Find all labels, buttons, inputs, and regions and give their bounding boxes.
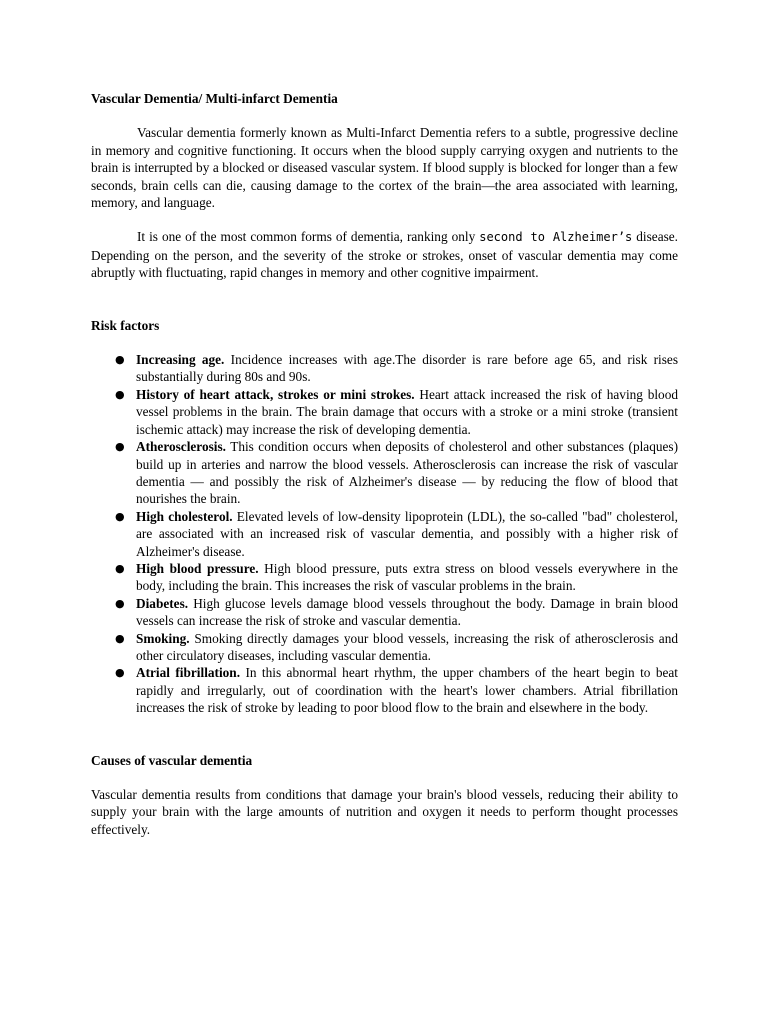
second-paragraph-mono-run: second to Alzheimer’s bbox=[479, 230, 633, 245]
list-item-term: High blood pressure. bbox=[136, 560, 259, 576]
list-item bbox=[91, 438, 678, 508]
second-paragraph bbox=[91, 228, 678, 281]
list-item-text: Heart attack increased the risk of having blood vessel problems in the brain. The brain damage that occurs with a stroke or a mini stroke (transient ischemic attack) may increase the risk of developing dementia. bbox=[136, 386, 679, 437]
list-item-term: Increasing age. bbox=[136, 352, 225, 368]
bullet-icon: ● bbox=[115, 440, 125, 454]
bullet-icon: ● bbox=[115, 596, 125, 610]
list-item-text: High glucose levels damage blood vessels throughout the body. Damage in brain blood vessels can increase the risk of stroke and vascular dementia. bbox=[136, 595, 678, 629]
list-item-term: Diabetes. bbox=[136, 595, 189, 611]
list-item bbox=[91, 560, 678, 595]
second-paragraph-end: disease. Depending on the person, and the severity of the stroke or strokes, onset of vascular dementia may come abruptly with fluctuating, rapid changes in memory and other cognitive impairment. bbox=[91, 229, 679, 281]
list-item-term: Atrial fibrillation. bbox=[136, 665, 241, 681]
risk-factors-list bbox=[91, 351, 678, 717]
list-item-text: Elevated levels of low-density lipoprotein (LDL), the so-called "bad" cholesterol, are associated with an increased risk of vascular dementia, and possibly with a higher risk of Alzheimer's disease. bbox=[136, 508, 678, 559]
causes-heading: Causes of vascular dementia bbox=[91, 752, 253, 768]
document-page bbox=[91, 90, 678, 838]
list-item-term: History of heart attack, strokes or mini strokes. bbox=[136, 386, 415, 402]
bullet-icon: ● bbox=[115, 509, 125, 523]
list-item-text: Smoking directly damages your blood vessels, increasing the risk of atherosclerosis and other circulatory diseases, including vascular dementia. bbox=[136, 630, 678, 663]
list-item bbox=[91, 630, 678, 665]
list-item-term: Atherosclerosis. bbox=[136, 439, 226, 455]
document-title: Vascular Dementia/ Multi-infarct Dementia bbox=[91, 91, 338, 106]
list-item-text: Incidence increases with age.The disorder is rare before age 65, and risk rises substantially during 80s and 90s. bbox=[136, 352, 678, 385]
list-item-text: In this abnormal heart rhythm, the upper chambers of the heart begin to beat rapidly and irregularly, out of coordination with the heart's lower chambers. Atrial fibrillation increases the risk of stroke by leading to poor blood flow to the brain and elsewhere in the body. bbox=[136, 665, 678, 716]
list-item bbox=[91, 664, 678, 716]
bullet-icon: ● bbox=[115, 631, 125, 645]
bullet-icon: ● bbox=[115, 561, 125, 575]
intro-paragraph: Vascular dementia formerly known as Multi-Infarct Dementia refers to a subtle, progressive decline in memory and cognitive functioning. It occurs when the blood supply carrying oxygen and nutrients to the brain is interrupted by a blocked or diseased vascular system. If blood supply is blocked for longer than a few seconds, brain cells can die, causing damage to the cortex of the brain—the area associated with learning, memory, and language. bbox=[91, 125, 678, 211]
list-item bbox=[91, 386, 678, 438]
list-item bbox=[91, 351, 678, 386]
list-item bbox=[91, 508, 678, 560]
bullet-icon: ● bbox=[115, 387, 125, 401]
list-item-term: High cholesterol. bbox=[136, 508, 233, 524]
bullet-icon: ● bbox=[115, 666, 125, 680]
list-item-text: This condition occurs when deposits of cholesterol and other substances (plaques) build up in arteries and narrow the blood vessels. Atherosclerosis can increase the risk of vascular dementia — and possibly the risk of Alzheimer's disease — by reducing the flow of blood that nourishes the brain. bbox=[136, 439, 678, 507]
list-item-text: High blood pressure, puts extra stress on blood vessels everywhere in the body, including the brain. This increases the risk of vascular problems in the brain. bbox=[136, 560, 679, 594]
second-paragraph-start: It is one of the most common forms of dementia, ranking only bbox=[137, 229, 480, 245]
risk-factors-heading: Risk factors bbox=[91, 317, 160, 333]
bullet-icon: ● bbox=[115, 353, 125, 367]
list-item-term: Smoking. bbox=[136, 630, 190, 646]
causes-paragraph: Vascular dementia results from conditions that damage your brain's blood vessels, reducing their ability to supply your brain with the large amounts of nutrition and oxygen it needs to perform thought processes effectively. bbox=[91, 787, 678, 837]
list-item bbox=[91, 595, 678, 630]
